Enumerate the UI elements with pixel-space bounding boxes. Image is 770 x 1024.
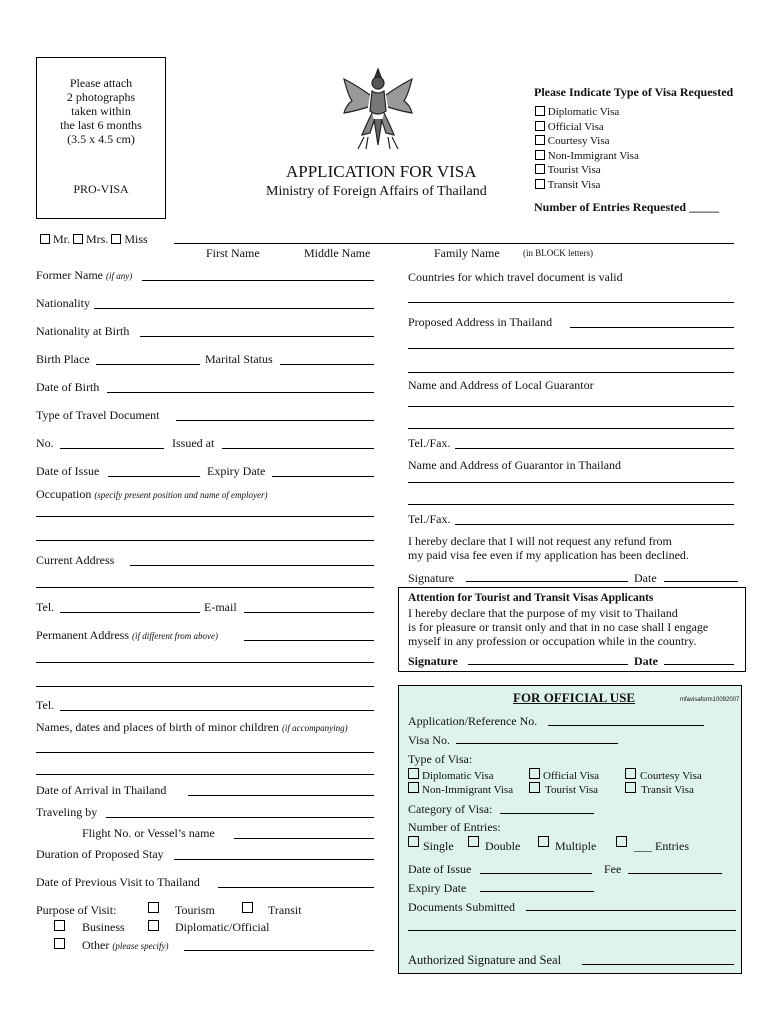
attention-line-1: I hereby declare that the purpose of my visit to Thailand — [408, 606, 678, 620]
name-input-line[interactable] — [174, 243, 734, 244]
official-use-heading: FOR OFFICIAL USE — [513, 690, 636, 705]
current-address-field[interactable] — [130, 565, 374, 566]
traveling-by-field[interactable] — [106, 817, 374, 818]
attention-date-field[interactable] — [664, 664, 734, 665]
expiry-date-field[interactable] — [272, 476, 374, 477]
checkbox-official-tourist[interactable] — [529, 782, 540, 793]
single-label: Single — [423, 839, 454, 853]
official-date-issue-label: Date of Issue — [408, 862, 472, 876]
other-field[interactable] — [184, 950, 374, 951]
family-name-label: Family Name — [434, 246, 500, 260]
title-options: Mr. Mrs. Miss — [40, 232, 148, 247]
checkbox-single[interactable] — [408, 836, 419, 847]
garuda-emblem-icon — [338, 65, 418, 153]
official-diplomatic-label: Diplomatic Visa — [422, 770, 494, 782]
permanent-address-field-3[interactable] — [36, 686, 374, 687]
checkbox-double[interactable] — [468, 836, 479, 847]
tourism-label: Tourism — [175, 903, 215, 917]
doc-number-label: No. — [36, 436, 54, 450]
documents-field-2[interactable] — [408, 930, 736, 931]
current-address-field-2[interactable] — [36, 587, 374, 588]
photo-instruction: the last 6 months — [60, 118, 142, 132]
declaration-line-2: my paid visa fee even if my application has been declined. — [408, 548, 689, 562]
checkbox-mr[interactable] — [40, 234, 50, 244]
visa-no-label: Visa No. — [408, 733, 450, 747]
checkbox-transit[interactable] — [242, 902, 253, 913]
local-guarantor-field[interactable] — [408, 406, 734, 407]
flight-field[interactable] — [234, 838, 374, 839]
other-label: Other (please specify) — [82, 938, 169, 952]
occupation-label: Occupation (specify present position and name of employer) — [36, 487, 268, 501]
nationality-birth-field[interactable] — [140, 336, 374, 337]
tel2-field[interactable] — [60, 710, 374, 711]
email-field[interactable] — [244, 612, 374, 613]
nationality-field[interactable] — [94, 308, 374, 309]
tel2-label: Tel. — [36, 698, 55, 712]
checkbox[interactable] — [535, 121, 545, 131]
former-name-label: Former Name (if any) — [36, 268, 133, 282]
app-ref-label: Application/Reference No. — [408, 714, 538, 728]
current-address-label: Current Address — [36, 553, 115, 567]
visa-option[interactable]: Courtesy Visa — [535, 134, 639, 149]
checkbox-official-transit[interactable] — [625, 782, 636, 793]
checkbox-official-diplomatic[interactable] — [408, 768, 419, 779]
type-of-visa-label: Type of Visa: — [408, 752, 473, 766]
transit-label: Transit — [268, 903, 302, 917]
proposed-address-label: Proposed Address in Thailand — [408, 315, 553, 329]
visa-type-heading: Please Indicate Type of Visa Requested — [534, 85, 734, 99]
official-nonimmigrant-label: Non-Immigrant Visa — [422, 784, 514, 796]
checkbox[interactable] — [535, 106, 545, 116]
official-official-label: Official Visa — [543, 770, 600, 782]
official-tourist-label: Tourist Visa — [545, 784, 599, 796]
travel-doc-type-label: Type of Travel Document — [36, 408, 160, 422]
attention-line-3: myself in any profession or occupation while in the country. — [408, 634, 697, 648]
photo-instruction: (3.5 x 4.5 cm) — [67, 132, 135, 146]
nationality-birth-label: Nationality at Birth — [36, 324, 130, 338]
official-expiry-label: Expiry Date — [408, 881, 467, 895]
visa-option[interactable]: Non-Immigrant Visa — [535, 149, 639, 164]
checkbox-n-entries[interactable] — [616, 836, 627, 847]
former-name-field[interactable] — [142, 280, 374, 281]
official-courtesy-label: Courtesy Visa — [640, 770, 702, 782]
date-of-issue-label: Date of Issue — [36, 464, 100, 478]
fee-label: Fee — [604, 862, 622, 876]
local-guarantor-field-2[interactable] — [408, 428, 734, 429]
double-label: Double — [485, 839, 521, 853]
occupation-field[interactable] — [36, 516, 374, 517]
doc-number-field[interactable] — [60, 448, 164, 449]
telfax2-label: Tel./Fax. — [408, 512, 451, 526]
duration-field[interactable] — [174, 859, 374, 860]
checkbox[interactable] — [535, 164, 545, 174]
checkbox-diplomatic[interactable] — [148, 920, 159, 931]
checkbox[interactable] — [535, 179, 545, 189]
local-guarantor-label: Name and Address of Local Guarantor — [408, 378, 594, 392]
business-label: Business — [82, 920, 125, 934]
guarantor-thailand-field-2[interactable] — [408, 504, 734, 505]
photo-instruction: 2 photographs — [66, 90, 136, 104]
checkbox-tourism[interactable] — [148, 902, 159, 913]
checkbox[interactable] — [535, 150, 545, 160]
checkbox-mrs[interactable] — [73, 234, 83, 244]
checkbox-other[interactable] — [54, 938, 65, 949]
form-title: APPLICATION FOR VISA — [286, 162, 477, 181]
middle-name-label: Middle Name — [304, 246, 371, 260]
telfax2-field[interactable] — [455, 524, 734, 525]
expiry-date-label: Expiry Date — [207, 464, 266, 478]
date-of-birth-label: Date of Birth — [36, 380, 100, 394]
documents-label: Documents Submitted — [408, 900, 515, 914]
purpose-label: Purpose of Visit: — [36, 903, 117, 917]
issued-at-field[interactable] — [222, 448, 374, 449]
birth-place-label: Birth Place — [36, 352, 90, 366]
pro-visa-label: PRO-VISA — [73, 182, 129, 196]
tel-label: Tel. — [36, 600, 55, 614]
checkbox-official-courtesy[interactable] — [625, 768, 636, 779]
visa-type-list — [535, 105, 639, 192]
minors-label: Names, dates and places of birth of minor children (if accompanying) — [36, 720, 348, 734]
permanent-address-field[interactable] — [244, 640, 374, 641]
attention-heading: Attention for Tourist and Transit Visas Applicants — [408, 592, 654, 604]
countries-field[interactable] — [408, 302, 734, 303]
visa-no-field[interactable] — [456, 743, 618, 744]
entries-requested-label: Number of Entries Requested _____ — [534, 200, 720, 214]
checkbox-multiple[interactable] — [538, 836, 549, 847]
visa-option[interactable]: Official Visa — [535, 120, 639, 135]
flight-label: Flight No. or Vessel’s name — [82, 826, 215, 840]
multiple-label: Multiple — [555, 839, 597, 853]
birth-place-field[interactable] — [96, 364, 200, 365]
occupation-field-2[interactable] — [36, 540, 374, 541]
previous-visit-label: Date of Previous Visit to Thailand — [36, 875, 200, 889]
official-date-issue-field[interactable] — [480, 873, 592, 874]
form-subtitle: Ministry of Foreign Affairs of Thailand — [266, 184, 487, 199]
checkbox[interactable] — [535, 135, 545, 145]
travel-doc-type-field[interactable] — [176, 420, 374, 421]
arrival-field[interactable] — [188, 795, 374, 796]
marital-status-field[interactable] — [280, 364, 374, 365]
checkbox-business[interactable] — [54, 920, 65, 931]
countries-label: Countries for which travel document is valid — [408, 270, 623, 284]
guarantor-thailand-field[interactable] — [408, 482, 734, 483]
proposed-address-field[interactable] — [570, 327, 734, 328]
first-name-label: First Name — [206, 246, 260, 260]
block-letters-note: (in BLOCK letters) — [523, 248, 593, 258]
marital-status-label: Marital Status — [205, 352, 273, 366]
declaration-line-1: I hereby declare that I will not request any refund from — [408, 534, 672, 548]
date-label: Date — [634, 571, 657, 585]
minors-field-2[interactable] — [36, 774, 374, 775]
photo-box — [36, 57, 166, 219]
authorized-field[interactable] — [582, 964, 734, 965]
date-of-issue-field[interactable] — [108, 476, 200, 477]
official-transit-label: Transit Visa — [641, 784, 694, 796]
entries-label: Number of Entries: — [408, 820, 501, 834]
fee-field[interactable] — [628, 873, 722, 874]
signature-label: Signature — [408, 571, 454, 585]
checkbox-official-nonimmigrant[interactable] — [408, 782, 419, 793]
visa-option[interactable]: Tourist Visa — [535, 163, 639, 178]
previous-visit-field[interactable] — [218, 887, 374, 888]
minors-field[interactable] — [36, 752, 374, 753]
documents-field[interactable] — [526, 910, 736, 911]
photo-instruction: taken within — [71, 104, 131, 118]
attention-signature-field[interactable] — [468, 664, 628, 665]
diplomatic-label: Diplomatic/Official — [175, 920, 270, 934]
email-label: E-mail — [204, 600, 237, 614]
issued-at-label: Issued at — [172, 436, 215, 450]
guarantor-thailand-label: Name and Address of Guarantor in Thailand — [408, 458, 622, 472]
telfax1-field[interactable] — [455, 448, 734, 449]
visa-option[interactable]: Diplomatic Visa — [535, 105, 639, 120]
permanent-address-label: Permanent Address (if different from above) — [36, 628, 219, 642]
photo-instruction: Please attach — [69, 76, 133, 90]
category-label: Category of Visa: — [408, 802, 493, 816]
proposed-address-field-3[interactable] — [408, 372, 734, 373]
form-code: mfavisaform10092007 — [680, 697, 740, 703]
date-field[interactable] — [664, 581, 738, 582]
attention-date-label: Date — [634, 654, 658, 668]
visa-option[interactable]: Transit Visa — [535, 178, 639, 193]
app-ref-field[interactable] — [548, 725, 704, 726]
arrival-label: Date of Arrival in Thailand — [36, 783, 167, 797]
duration-label: Duration of Proposed Stay — [36, 847, 164, 861]
date-of-birth-field[interactable] — [107, 392, 374, 393]
authorized-label: Authorized Signature and Seal — [408, 953, 562, 967]
category-field[interactable] — [500, 813, 594, 814]
proposed-address-field-2[interactable] — [408, 348, 734, 349]
telfax1-label: Tel./Fax. — [408, 436, 451, 450]
tel-field[interactable] — [60, 612, 200, 613]
signature-field[interactable] — [466, 581, 628, 582]
official-expiry-field[interactable] — [480, 891, 594, 892]
traveling-by-label: Traveling by — [36, 805, 98, 819]
permanent-address-field-2[interactable] — [36, 662, 374, 663]
attention-line-2: is for pleasure or transit only and that in no case shall I engage — [408, 620, 709, 634]
checkbox-miss[interactable] — [111, 234, 121, 244]
n-entries-label: ___ Entries — [634, 839, 689, 853]
attention-signature-label: Signature — [408, 654, 458, 668]
checkbox-official-official[interactable] — [529, 768, 540, 779]
nationality-label: Nationality — [36, 296, 90, 310]
